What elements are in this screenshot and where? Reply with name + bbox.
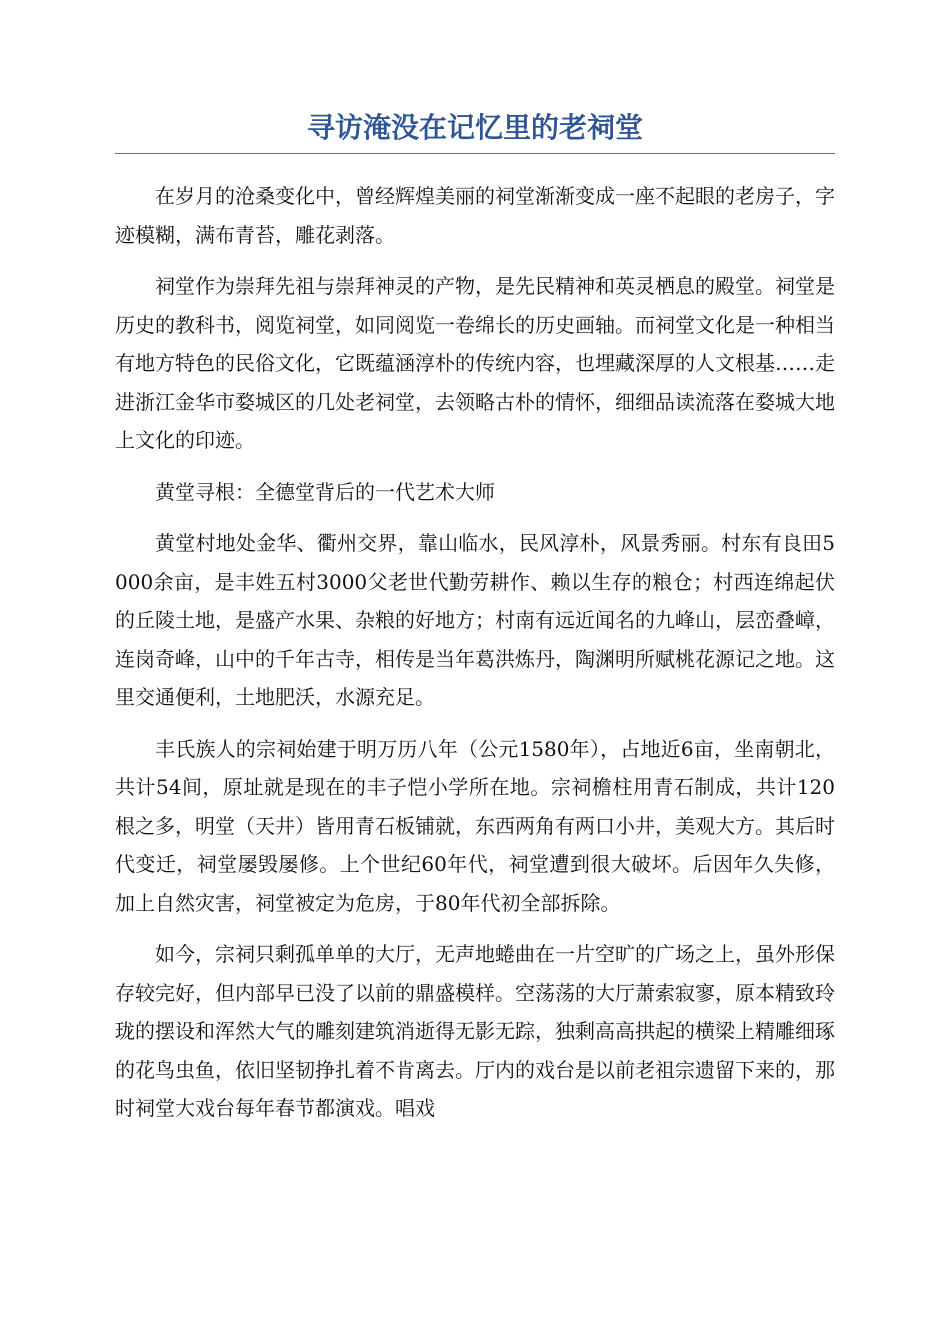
paragraph-ancestral-hall-culture: 祠堂作为崇拜先祖与崇拜神灵的产物，是先民精神和英灵栖息的殿堂。祠堂是历史的教科书，阅览祠堂，如同阅览一卷绵长的历史画轴。而祠堂文化是一种相当有地方特色的民俗文化，它既蕴涵淳朴的传统内容，也埋藏深厚的人文根基……走进浙江金华市婺城区的几处老祠堂，去领略古朴的情怀，细细品读流落在婺城大地上文化的印迹。 [115,274,835,452]
section-heading-huangtang: 黄堂寻根：全德堂背后的一代艺术大师 [155,479,495,504]
paragraph-feng-clan-shrine: 丰氏族人的宗祠始建于明万历八年（公元1580年），占地近6亩，坐南朝北，共计54间，原址就是现在的丰子恺小学所在地。宗祠檐柱用青石制成，共计120根之多，明堂（天井）皆用青石板铺就，东西两角有两口小井，美观大方。其后时代变迁，祠堂屡毁屡修。上个世纪60年代，祠堂遭到很大破坏。后因年久失修，加上自然灾害，祠堂被定为危房，于80年代初全部拆除。 [115,736,835,915]
paragraph-shrine-today: 如今，宗祠只剩孤单单的大厅，无声地蜷曲在一片空旷的广场之上，虽外形保存较完好，但内部早已没了以前的鼎盛模样。空荡荡的大厅萧索寂寥，原本精致玲珑的摆设和浑然大气的雕刻建筑消逝得无影无踪，独剩高高拱起的横梁上精雕细琢的花鸟虫鱼，依旧坚韧挣扎着不肯离去。厅内的戏台是以前老祖宗遗留下来的，那时祠堂大戏台每年春节都演戏。唱戏 [115,942,835,1120]
paragraph-intro: 在岁月的沧桑变化中，曾经辉煌美丽的祠堂渐渐变成一座不起眼的老房子，字迹模糊，满布青苔，雕花剥落。 [115,184,835,247]
document-page [115,108,835,1141]
document-title: 寻访淹没在记忆里的老祠堂 [115,108,835,154]
document-body [115,177,835,1128]
paragraph-huangtang-village: 黄堂村地处金华、衢州交界，靠山临水，民风淳朴，风景秀丽。村东有良田5000余亩，是丰姓五村3000父老世代勤劳耕作、赖以生存的粮仓；村西连绵起伏的丘陵土地，是盛产水果、杂粮的好地方；村南有远近闻名的九峰山，层峦叠嶂，连岗奇峰，山中的千年古寺，相传是当年葛洪炼丹，陶渊明所赋桃花源记之地。这里交通便利，土地肥沃，水源充足。 [115,531,835,709]
